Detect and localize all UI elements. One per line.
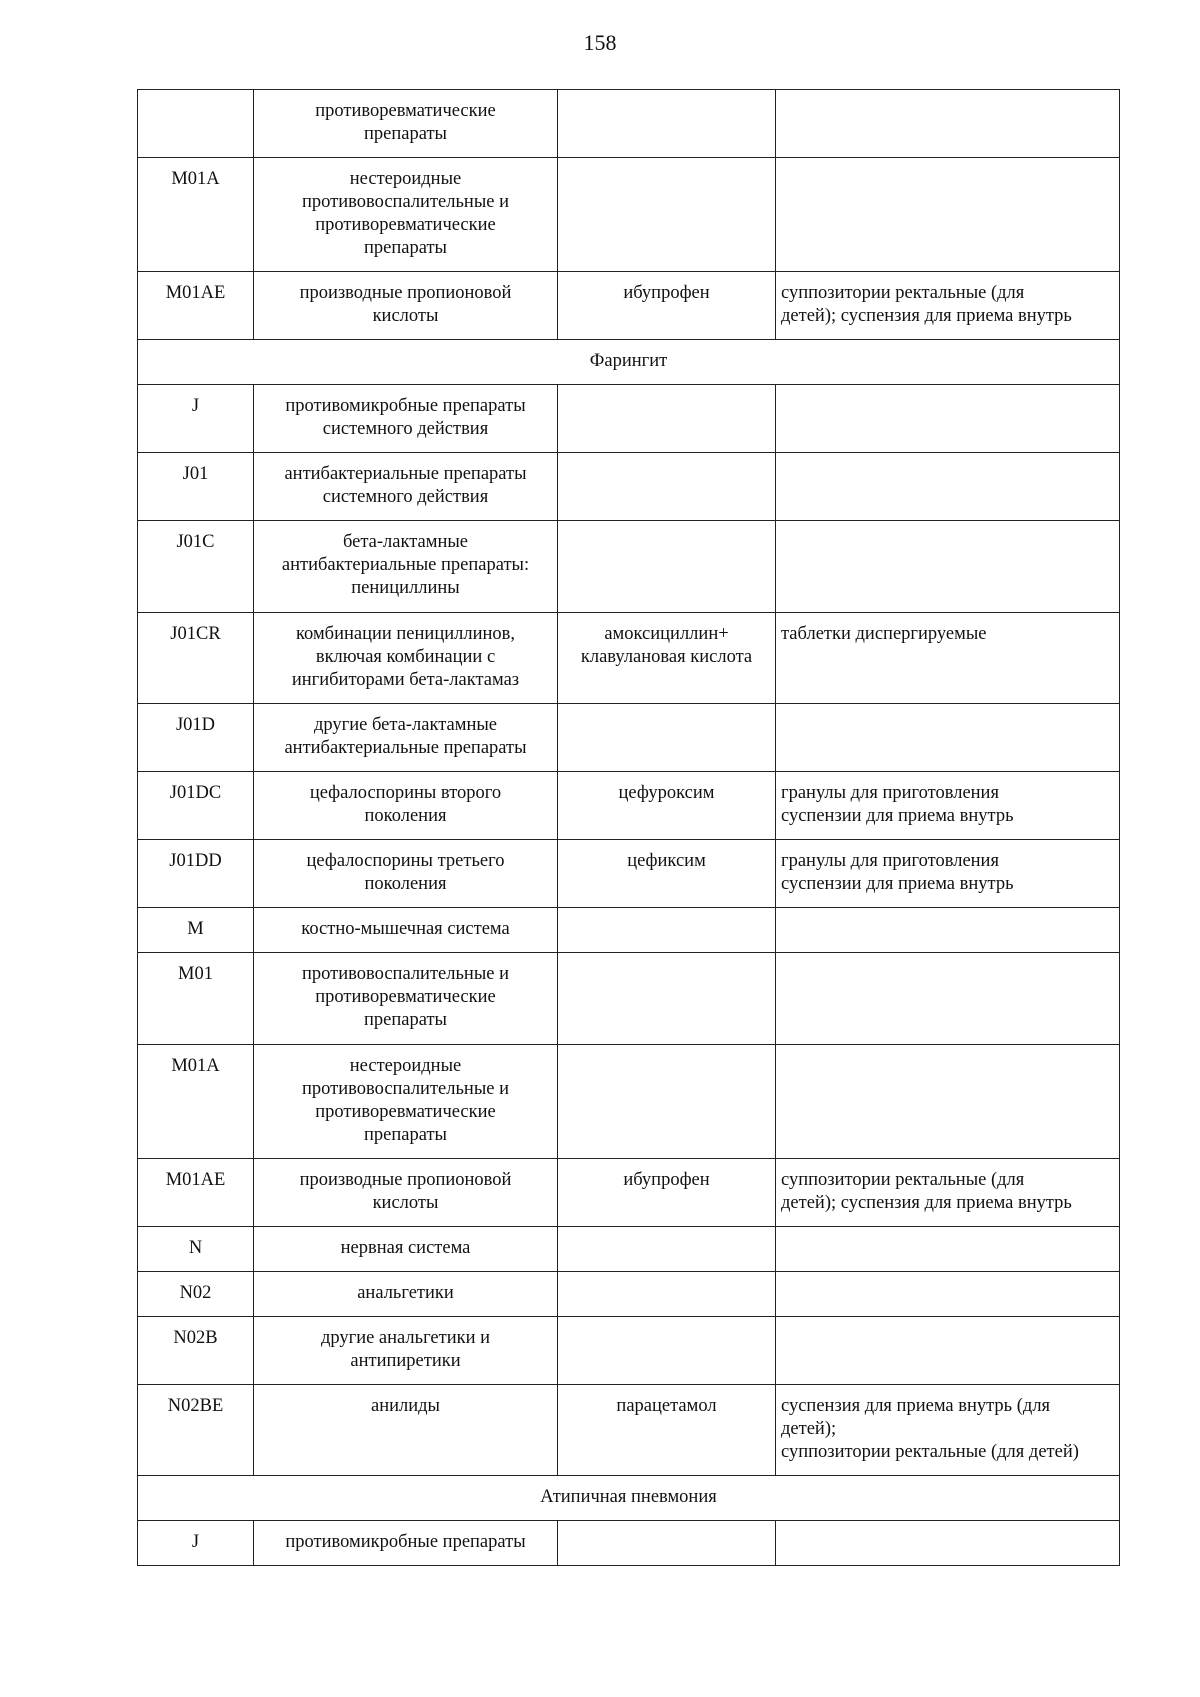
atc-group-line: противоревматические (315, 101, 496, 121)
table-row (138, 704, 1120, 772)
dosage-form-cell (776, 90, 1120, 158)
atc-code-cell (138, 90, 254, 158)
atc-group-line: бета-лактамные (342, 532, 469, 552)
dosage-form-cell (776, 1045, 1120, 1159)
dosage-form-cell (776, 704, 1120, 772)
drug-name-cell (558, 1045, 776, 1159)
drug-name-line: ибупрофен (623, 283, 710, 303)
dosage-form-cell (776, 158, 1120, 272)
dosage-form-line: детей); суспензия для приема внутрь (781, 306, 1072, 326)
table-row (138, 1159, 1120, 1227)
drug-table (137, 89, 1120, 1566)
atc-group-line: нестероидные (349, 169, 462, 189)
atc-group-line: нестероидные (349, 1056, 462, 1076)
atc-code-cell: J01DC (138, 772, 254, 840)
atc-group-line: кислоты (372, 306, 439, 326)
dosage-form-cell (776, 1521, 1120, 1566)
drug-name-line: амоксициллин+ (604, 624, 729, 644)
table-row (138, 521, 1120, 613)
atc-group-cell (254, 1045, 558, 1159)
atc-code-cell: J01CR (138, 613, 254, 704)
atc-group-line: кислоты (372, 1193, 439, 1213)
dosage-form-line: гранулы для приготовления (781, 783, 999, 803)
section-header-row (138, 1476, 1120, 1521)
dosage-form-cell (776, 772, 1120, 840)
table-row (138, 453, 1120, 521)
atc-group-cell (254, 704, 558, 772)
atc-code-cell: M01AE (138, 272, 254, 340)
drug-name-cell (558, 272, 776, 340)
drug-name-cell (558, 1159, 776, 1227)
atc-group-cell (254, 772, 558, 840)
dosage-form-line: детей); (781, 1419, 837, 1439)
atc-group-line: цефалоспорины третьего (306, 851, 505, 871)
table-row (138, 158, 1120, 272)
drug-name-cell (558, 613, 776, 704)
atc-code-cell: J01C (138, 521, 254, 613)
table-row (138, 90, 1120, 158)
atc-group-line: анилиды (371, 1396, 440, 1416)
drug-name-cell (558, 521, 776, 613)
atc-group-line: противомикробные препараты (285, 1532, 526, 1552)
atc-group-line: препараты (364, 238, 447, 258)
drug-name-cell (558, 90, 776, 158)
drug-name-cell (558, 772, 776, 840)
dosage-form-cell (776, 1159, 1120, 1227)
atc-group-line: ингибиторами бета-лактамаз (291, 670, 520, 690)
dosage-form-cell (776, 1317, 1120, 1385)
drug-name-cell (558, 1385, 776, 1476)
drug-name-cell (558, 158, 776, 272)
table-row (138, 840, 1120, 908)
atc-group-line: антибактериальные препараты (284, 464, 527, 484)
atc-group-cell (254, 90, 558, 158)
table-body (138, 90, 1120, 1566)
atc-code-cell: N02B (138, 1317, 254, 1385)
atc-group-line: противовоспалительные и (302, 964, 509, 984)
atc-group-line: препараты (364, 124, 447, 144)
atc-group-line: поколения (364, 874, 447, 894)
dosage-form-cell (776, 385, 1120, 453)
dosage-form-line: суспензии для приема внутрь (781, 806, 1014, 826)
dosage-form-cell (776, 1227, 1120, 1272)
atc-group-line: антибактериальные препараты: (281, 555, 530, 575)
atc-code-cell: M01 (138, 953, 254, 1045)
atc-group-line: системного действия (322, 419, 489, 439)
dosage-form-cell (776, 521, 1120, 613)
atc-group-line: поколения (364, 806, 447, 826)
atc-group-cell (254, 272, 558, 340)
atc-code-cell: M (138, 908, 254, 953)
table-row (138, 1227, 1120, 1272)
atc-group-line: антибактериальные препараты (284, 738, 527, 758)
drug-name-cell (558, 1227, 776, 1272)
table-row (138, 385, 1120, 453)
atc-group-cell (254, 158, 558, 272)
drug-name-line: клавулановая кислота (580, 647, 753, 667)
atc-group-line: включая комбинации с (315, 647, 496, 667)
drug-name-cell (558, 1521, 776, 1566)
atc-group-line: антипиретики (350, 1351, 461, 1371)
atc-code-cell: N02BE (138, 1385, 254, 1476)
atc-group-cell (254, 453, 558, 521)
atc-code-cell: N (138, 1227, 254, 1272)
dosage-form-line: детей); суспензия для приема внутрь (781, 1193, 1072, 1213)
dosage-form-cell (776, 272, 1120, 340)
atc-group-cell (254, 1159, 558, 1227)
atc-group-line: нервная система (340, 1238, 471, 1258)
atc-group-line: производные пропионовой (299, 1170, 512, 1190)
page-number: 158 (583, 30, 617, 55)
atc-code-cell: M01A (138, 1045, 254, 1159)
atc-group-cell (254, 1385, 558, 1476)
atc-code-cell: J (138, 1521, 254, 1566)
atc-code-cell: J01 (138, 453, 254, 521)
dosage-form-line: гранулы для приготовления (781, 851, 999, 871)
drug-name-cell (558, 840, 776, 908)
dosage-form-cell (776, 1272, 1120, 1317)
dosage-form-cell (776, 1385, 1120, 1476)
table-row (138, 1045, 1120, 1159)
dosage-form-cell (776, 840, 1120, 908)
table-row (138, 953, 1120, 1045)
table-row (138, 772, 1120, 840)
atc-group-cell (254, 953, 558, 1045)
atc-group-line: препараты (364, 1125, 447, 1145)
drug-name-cell (558, 908, 776, 953)
atc-code-cell: J (138, 385, 254, 453)
atc-group-cell (254, 1227, 558, 1272)
atc-group-cell (254, 840, 558, 908)
atc-group-line: противоревматические (315, 215, 496, 235)
dosage-form-line: таблетки диспергируемые (781, 624, 987, 644)
atc-group-cell (254, 521, 558, 613)
drug-name-cell (558, 1272, 776, 1317)
drug-name-line: парацетамол (616, 1396, 717, 1416)
atc-group-line: противоревматические (315, 1102, 496, 1122)
atc-code-cell: N02 (138, 1272, 254, 1317)
dosage-form-cell (776, 453, 1120, 521)
atc-group-line: противовоспалительные и (302, 1079, 509, 1099)
atc-group-cell (254, 613, 558, 704)
drug-name-line: цефуроксим (618, 783, 715, 803)
atc-code-cell: J01D (138, 704, 254, 772)
section-title: Фарингит (138, 340, 1120, 385)
atc-code-cell: M01AE (138, 1159, 254, 1227)
drug-name-cell (558, 453, 776, 521)
section-header-row (138, 340, 1120, 385)
atc-group-cell (254, 908, 558, 953)
atc-group-line: другие бета-лактамные (313, 715, 497, 735)
atc-group-cell (254, 385, 558, 453)
atc-group-line: анальгетики (357, 1283, 454, 1303)
atc-group-line: другие анальгетики и (320, 1328, 491, 1348)
table-row (138, 908, 1120, 953)
table-row (138, 613, 1120, 704)
drug-name-cell (558, 704, 776, 772)
atc-group-line: препараты (364, 1010, 447, 1030)
atc-group-cell (254, 1521, 558, 1566)
atc-code-cell: J01DD (138, 840, 254, 908)
drug-name-cell (558, 953, 776, 1045)
table-row (138, 1521, 1120, 1566)
dosage-form-cell (776, 908, 1120, 953)
drug-name-line: ибупрофен (623, 1170, 710, 1190)
table-row (138, 1317, 1120, 1385)
section-title: Атипичная пневмония (138, 1476, 1120, 1521)
dosage-form-line: суспензии для приема внутрь (781, 874, 1014, 894)
atc-group-cell (254, 1272, 558, 1317)
dosage-form-cell (776, 613, 1120, 704)
atc-group-line: противовоспалительные и (302, 192, 509, 212)
atc-code-cell: M01A (138, 158, 254, 272)
dosage-form-line: суппозитории ректальные (для детей) (781, 1442, 1079, 1462)
dosage-form-line: суппозитории ректальные (для (781, 283, 1025, 303)
atc-group-cell (254, 1317, 558, 1385)
atc-group-line: цефалоспорины второго (309, 783, 502, 803)
table-row (138, 1385, 1120, 1476)
dosage-form-line: суппозитории ректальные (для (781, 1170, 1025, 1190)
atc-group-line: противомикробные препараты (285, 396, 526, 416)
atc-group-line: системного действия (322, 487, 489, 507)
table-row (138, 272, 1120, 340)
drug-name-cell (558, 385, 776, 453)
atc-group-line: противоревматические (315, 987, 496, 1007)
dosage-form-cell (776, 953, 1120, 1045)
atc-group-line: костно-мышечная система (301, 919, 510, 939)
atc-group-line: производные пропионовой (299, 283, 512, 303)
drug-name-cell (558, 1317, 776, 1385)
atc-group-line: комбинации пенициллинов, (296, 624, 515, 644)
table-row (138, 1272, 1120, 1317)
drug-name-line: цефиксим (627, 851, 706, 871)
dosage-form-line: суспензия для приема внутрь (для (781, 1396, 1051, 1416)
atc-group-line: пенициллины (351, 578, 460, 598)
